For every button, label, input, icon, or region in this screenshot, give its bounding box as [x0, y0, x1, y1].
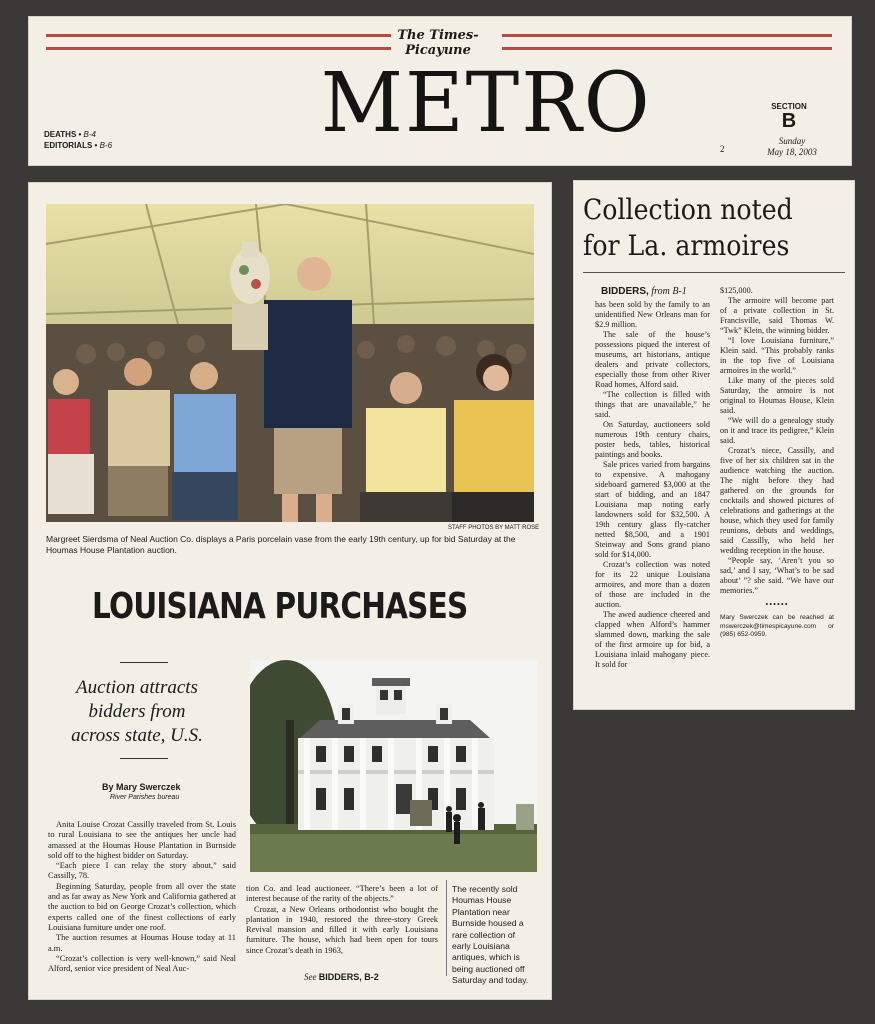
section-title: METRO — [320, 56, 652, 151]
issue-date: May 18, 2003 — [767, 147, 817, 157]
paragraph: $125,000. — [720, 286, 753, 295]
section-letter: B — [781, 110, 797, 132]
paragraph: Crozat, a New Orleans orthodontist who bought the plantation in 1940, restored the three-story Greek Revival mansion and filled it with early Louisiana furniture. The house, which had been open for tours since Crozat’s death in 1963, — [246, 904, 438, 955]
masthead-rule-left — [46, 34, 391, 50]
jump-article-clipping — [573, 180, 855, 710]
paragraph: “The collection is filled with things that are unavailable,” he said. — [595, 390, 710, 419]
auction-tent-photo — [46, 204, 534, 522]
jump-slug: BIDDERS, from B-1 — [601, 286, 687, 297]
paragraph: “I love Louisiana furniture,” Klein said. “This probably ranks in the top five of Louisiana armoires in the world.” — [720, 336, 834, 375]
section-label: SECTION — [771, 102, 807, 111]
jump-headline: Collection noted for La. armoires — [583, 193, 793, 262]
paragraph: “People say, ‘Aren’t you so sad,’ and I say, ‘What’s to be sad about’ ”? she said. “We have our memories.” — [720, 556, 834, 595]
byline: By Mary Swerczek — [102, 782, 181, 792]
paragraph: tion Co. and lead auctioneer. “There’s been a lot of interest because of the rarity of the objects.” — [246, 884, 438, 904]
auction-tent-illustration — [46, 204, 534, 522]
paragraph: The auction resumes at Houmas House today at 11 a.m. — [48, 933, 236, 953]
jump-headline-rule — [583, 272, 845, 273]
deck-rule-bottom — [120, 758, 168, 759]
deck: Auction attracts bidders from across state, U.S. — [71, 677, 203, 746]
photo-credit: STAFF PHOTOS BY MATT ROSE — [448, 525, 540, 531]
index-deaths: DEATHS • B-4 — [44, 130, 96, 139]
paragraph: The sale of the house’s possessions piqued the interest of museums, art historians, antique dealers and private collectors, especially those from other River Road homes, Alford said. — [595, 330, 710, 389]
end-mark: •••••• — [765, 600, 789, 609]
paragraph: Sale prices varied from bargains to expensive. A mahogany sideboard garnered $3,000 at the start of bidding, and an 1847 Louisiana map noting early landowners sold for $32,500. A 19th century glass fly-catcher netted $8,500, and a 1901 Steinway and Sons grand piano sold for $14,000. — [595, 460, 710, 559]
houmas-house-photo — [250, 660, 537, 872]
paragraph: The armoire will become part of a private collection in St. Francisville, said Thomas W. “Twk” Klein, the winning bidder. — [720, 296, 834, 335]
paragraph: Anita Louise Crozat Cassilly traveled from St. Louis to rural Louisiana to see the antiques her uncle had amassed at the Houmas House Plantation in Burnside sold off to the highest bidder on Saturday. — [48, 820, 236, 860]
deck-rule-top — [120, 662, 168, 663]
paper-name: The Times-Picayune — [397, 28, 479, 58]
masthead-clipping — [28, 16, 852, 166]
headline: LOUISIANA PURCHASES — [92, 586, 468, 627]
bureau: River Parishes bureau — [110, 794, 180, 801]
column-divider — [446, 880, 447, 976]
main-article-clipping — [28, 182, 552, 1000]
page-mark: 2 — [720, 144, 725, 154]
paragraph: “Each piece I can relay the story about,” said Cassilly, 78. — [48, 861, 236, 881]
paragraph: On Saturday, auctioneers sold numerous 19th century chairs, poster beds, tables, historical paintings and books. — [595, 420, 710, 459]
paragraph: “We will do a genealogy study on it and trace its pedigree,” Klein said. — [720, 416, 834, 445]
jump-column-1 — [595, 300, 710, 670]
paragraph: Beginning Saturday, people from all over the state and as far away as New York and California gathered at the auction to bid on George Crozat’s collection, which experts called one of the finest collections of early Louisiana furniture under one roof. — [48, 881, 236, 932]
jump-column-2 — [720, 286, 834, 640]
continuation-reference: See BIDDERS, B-2 — [304, 972, 379, 982]
issue-day: Sunday — [778, 136, 806, 146]
paragraph: Like many of the pieces sold Saturday, the armoire is not original to Houmas House, Klein said. — [720, 376, 834, 415]
index-editorials: EDITORIALS • B-6 — [44, 141, 113, 150]
paragraph: Crozat’s collection was noted for its 22 unique Louisiana armoires, and more than a dozen of those are included in the auction. — [595, 560, 710, 609]
photo-caption: Margreet Sierdsma of Neal Auction Co. displays a Paris porcelain vase from the early 19th century, up for bid Saturday at the Houmas House Plantation auction. — [46, 534, 516, 555]
article-column-2 — [246, 884, 438, 956]
plantation-house-illustration — [250, 660, 537, 872]
masthead-rule-right — [502, 34, 832, 50]
article-column-1 — [48, 820, 236, 974]
paragraph: has been sold by the family to an unidentified New Orleans man for $2.9 million. — [595, 300, 710, 329]
paragraph: Crozat’s niece, Cassilly, and five of her six children sat in the audience watching the auction. The night before they had gathered on the grounds for cocktails and showed pictures of celebrations and gatherings at the house, which they used for family reunions, debuts and weddings, said Cassilly, who held her wedding reception in the house. — [720, 446, 834, 555]
paragraph: The awed audience cheered and clapped when Alford’s hammer slammed down, marking the sale of the first armoire up for bid, a Louisiana inlaid mahogany piece. It sold for — [595, 610, 710, 669]
house-photo-caption: The recently sold Houmas House Plantation near Burnside housed a rare collection of early Louisiana antiques, which is being auctioned off Saturday and today. — [452, 884, 529, 986]
reporter-contact: Mary Swerczek can be reached at mswerczek@timespicayune.com or (985) 652-0959. — [720, 614, 834, 638]
paragraph: “Crozat’s collection is very well-known,” said Neal Alford, senior vice president of Neal Auc- — [48, 953, 236, 974]
